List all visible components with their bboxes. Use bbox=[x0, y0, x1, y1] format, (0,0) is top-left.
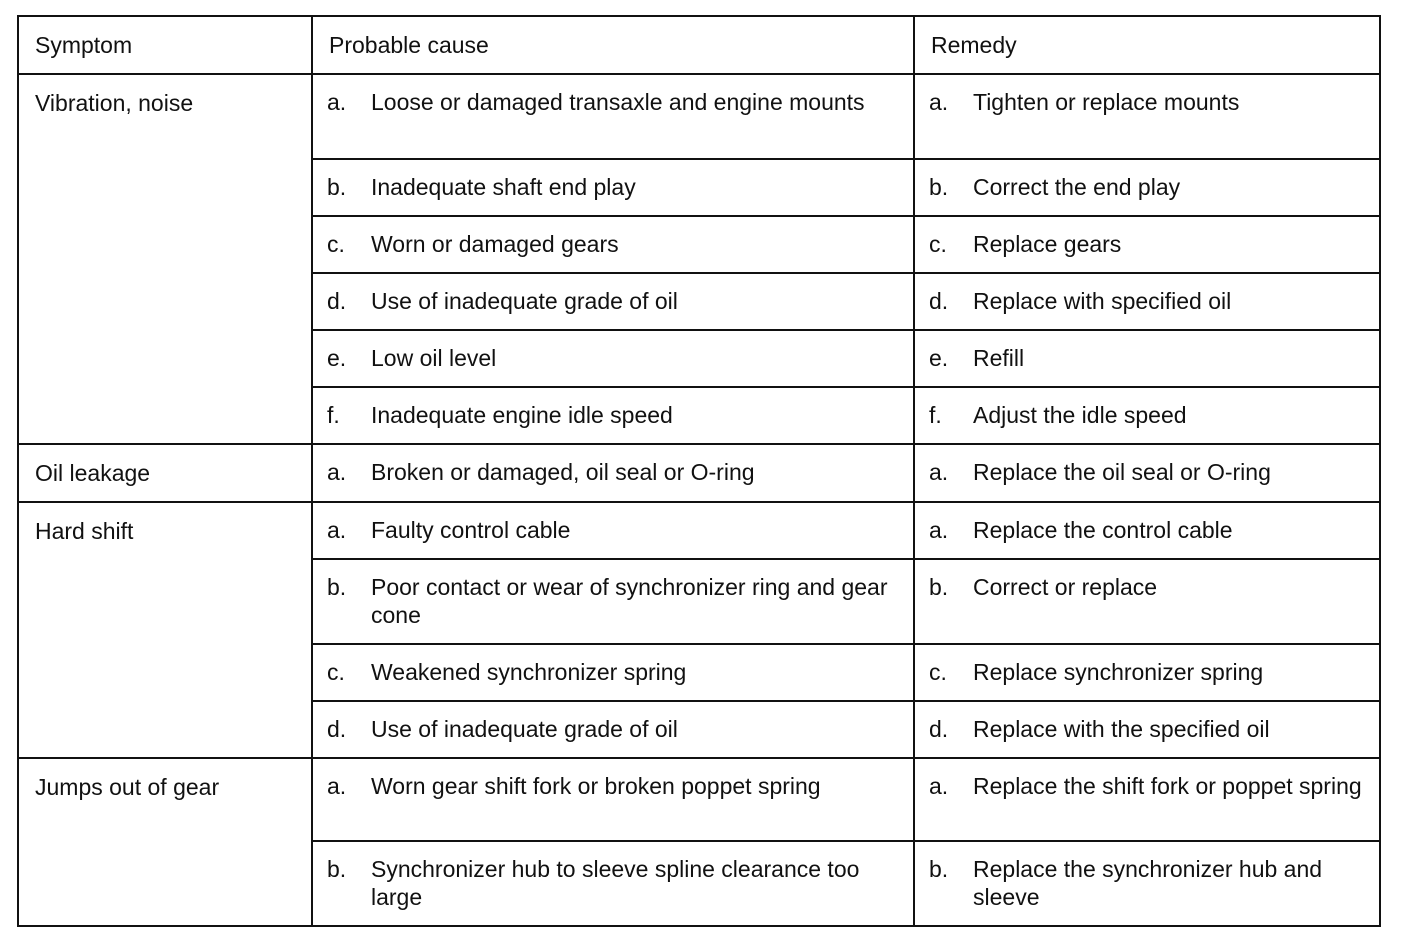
remedy-cell bbox=[914, 74, 1380, 159]
cause-cell bbox=[312, 559, 914, 644]
cause-text: Poor contact or wear of synchronizer ring and gear cone bbox=[371, 574, 888, 628]
remedy-cell bbox=[914, 502, 1380, 559]
cause-cell bbox=[312, 273, 914, 330]
remedy-letter: e. bbox=[929, 345, 949, 371]
remedy-text: Tighten or replace mounts bbox=[973, 89, 1240, 115]
remedy-text: Correct the end play bbox=[973, 174, 1181, 200]
header-probable-cause: Probable cause bbox=[312, 16, 914, 74]
remedy-cell bbox=[914, 559, 1380, 644]
cause-cell bbox=[312, 330, 914, 387]
remedy-letter: a. bbox=[929, 89, 949, 115]
remedy-cell bbox=[914, 387, 1380, 444]
table-row bbox=[18, 758, 1380, 841]
cause-letter: c. bbox=[327, 659, 345, 685]
cause-letter: d. bbox=[327, 716, 347, 742]
remedy-cell bbox=[914, 330, 1380, 387]
remedy-letter: c. bbox=[929, 659, 947, 685]
cause-text: Worn gear shift fork or broken poppet spring bbox=[371, 773, 821, 799]
cause-text: Low oil level bbox=[371, 345, 497, 371]
remedy-cell bbox=[914, 701, 1380, 758]
remedy-cell bbox=[914, 216, 1380, 273]
cause-text: Inadequate engine idle speed bbox=[371, 402, 673, 428]
cause-cell bbox=[312, 502, 914, 559]
remedy-cell bbox=[914, 644, 1380, 701]
cause-cell bbox=[312, 841, 914, 926]
cause-cell bbox=[312, 74, 914, 159]
symptom-vibration-noise: Vibration, noise bbox=[18, 74, 312, 444]
remedy-letter: b. bbox=[929, 174, 949, 200]
cause-text: Use of inadequate grade of oil bbox=[371, 716, 678, 742]
cause-cell bbox=[312, 644, 914, 701]
symptom-oil-leakage: Oil leakage bbox=[18, 444, 312, 502]
cause-text: Broken or damaged, oil seal or O-ring bbox=[371, 459, 755, 485]
cause-cell bbox=[312, 216, 914, 273]
symptom-hard-shift: Hard shift bbox=[18, 502, 312, 758]
cause-letter: a. bbox=[327, 773, 347, 799]
table-row bbox=[18, 502, 1380, 559]
cause-letter: a. bbox=[327, 517, 347, 543]
remedy-text: Replace with the specified oil bbox=[973, 716, 1270, 742]
table-row bbox=[18, 74, 1380, 159]
remedy-letter: f. bbox=[929, 402, 942, 428]
remedy-cell bbox=[914, 444, 1380, 502]
remedy-text: Adjust the idle speed bbox=[973, 402, 1187, 428]
cause-text: Worn or damaged gears bbox=[371, 231, 619, 257]
cause-text: Inadequate shaft end play bbox=[371, 174, 636, 200]
remedy-text: Replace synchronizer spring bbox=[973, 659, 1264, 685]
remedy-letter: a. bbox=[929, 773, 949, 799]
cause-text: Faulty control cable bbox=[371, 517, 571, 543]
remedy-text: Replace the synchronizer hub and sleeve bbox=[973, 856, 1323, 910]
remedy-letter: a. bbox=[929, 459, 949, 485]
header-row bbox=[18, 16, 1380, 74]
symptom-jumps-out-of-gear: Jumps out of gear bbox=[18, 758, 312, 926]
cause-text: Synchronizer hub to sleeve spline clearance too large bbox=[371, 856, 860, 910]
remedy-text: Replace with specified oil bbox=[973, 288, 1232, 314]
cause-letter: b. bbox=[327, 856, 347, 882]
cause-letter: a. bbox=[327, 89, 347, 115]
cause-text: Loose or damaged transaxle and engine mounts bbox=[371, 89, 865, 115]
remedy-text: Replace the oil seal or O-ring bbox=[973, 459, 1271, 485]
remedy-cell bbox=[914, 159, 1380, 216]
cause-cell bbox=[312, 387, 914, 444]
cause-cell bbox=[312, 758, 914, 841]
cause-letter: b. bbox=[327, 174, 347, 200]
cause-letter: a. bbox=[327, 459, 347, 485]
remedy-cell bbox=[914, 273, 1380, 330]
cause-text: Use of inadequate grade of oil bbox=[371, 288, 678, 314]
header-symptom: Symptom bbox=[18, 16, 312, 74]
remedy-letter: b. bbox=[929, 856, 949, 882]
remedy-letter: a. bbox=[929, 517, 949, 543]
remedy-letter: b. bbox=[929, 574, 949, 600]
remedy-text: Replace the shift fork or poppet spring bbox=[973, 773, 1362, 799]
remedy-text: Replace gears bbox=[973, 231, 1122, 257]
remedy-letter: d. bbox=[929, 288, 949, 314]
cause-cell bbox=[312, 159, 914, 216]
remedy-text: Replace the control cable bbox=[973, 517, 1233, 543]
table-row bbox=[18, 444, 1380, 502]
cause-letter: d. bbox=[327, 288, 347, 314]
remedy-letter: c. bbox=[929, 231, 947, 257]
cause-text: Weakened synchronizer spring bbox=[371, 659, 687, 685]
cause-cell bbox=[312, 444, 914, 502]
header-remedy: Remedy bbox=[914, 16, 1380, 74]
remedy-cell bbox=[914, 841, 1380, 926]
cause-letter: e. bbox=[327, 345, 347, 371]
cause-letter: b. bbox=[327, 574, 347, 600]
troubleshooting-table bbox=[17, 15, 1381, 927]
cause-cell bbox=[312, 701, 914, 758]
remedy-cell bbox=[914, 758, 1380, 841]
cause-letter: f. bbox=[327, 402, 340, 428]
remedy-letter: d. bbox=[929, 716, 949, 742]
remedy-text: Correct or replace bbox=[973, 574, 1158, 600]
remedy-text: Refill bbox=[973, 345, 1025, 371]
cause-letter: c. bbox=[327, 231, 345, 257]
